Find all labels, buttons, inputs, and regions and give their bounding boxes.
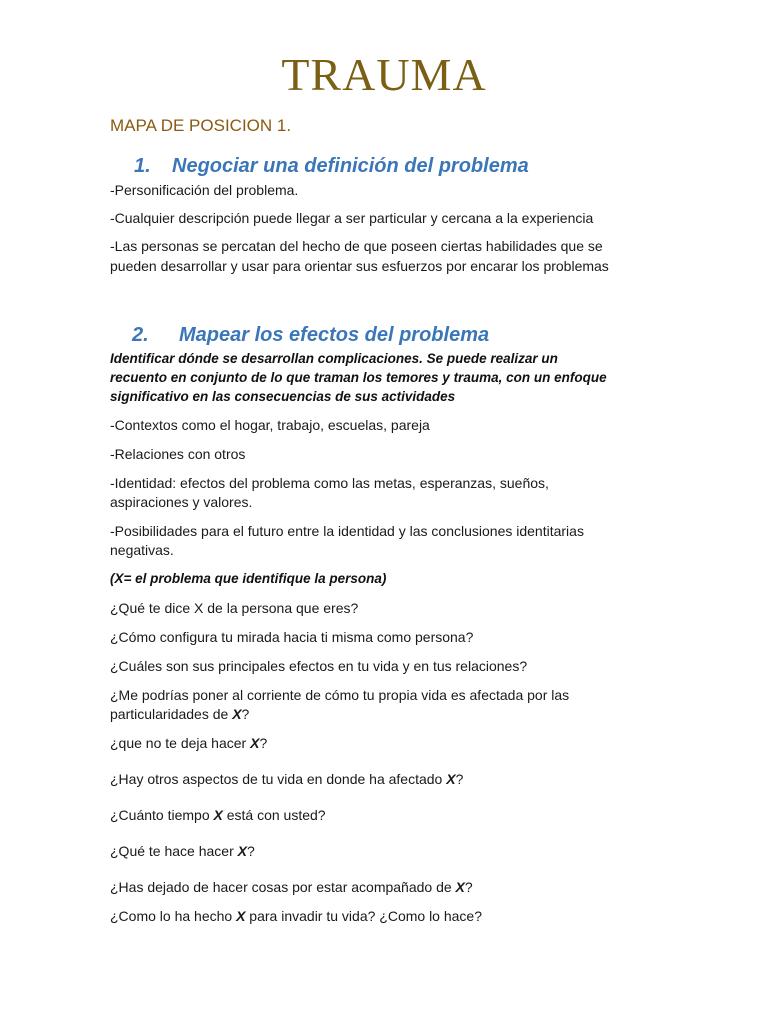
question: ¿Qué te dice X de la persona que eres?	[110, 600, 359, 616]
question: ¿Cuánto tiempo X está con usted?	[110, 807, 326, 823]
document-title: TRAUMA	[281, 49, 487, 100]
section-1-line: -Las personas se percatan del hecho de que poseen ciertas habilidades que se	[110, 238, 603, 254]
problem-note: (X= el problema que identifique la persona)	[110, 571, 387, 586]
section-2-item: -Contextos como el hogar, trabajo, escuelas, pareja	[110, 417, 430, 433]
section-2-intro-line: significativo en las consecuencias de sus actividades	[110, 389, 456, 404]
section-1-line: pueden desarrollar y usar para orientar sus esfuerzos por encarar los problemas	[110, 258, 609, 274]
section-2-item: -Posibilidades para el futuro entre la identidad y las conclusiones identitarias	[110, 523, 584, 539]
section-2-item: -Identidad: efectos del problema como las metas, esperanzas, sueños,	[110, 475, 549, 491]
section-1-heading	[134, 155, 529, 178]
question: ¿Me podrías poner al corriente de cómo tu propia vida es afectada por las	[110, 687, 570, 703]
question: ¿Cuáles son sus principales efectos en tu vida y en tus relaciones?	[110, 658, 528, 674]
section-2-item: -Relaciones con otros	[110, 446, 246, 462]
document-subtitle: MAPA DE POSICION 1.	[110, 116, 292, 135]
section-2-heading	[132, 324, 489, 347]
question: ¿Has dejado de hacer cosas por estar acompañado de X?	[110, 879, 473, 895]
section-2-item: negativas.	[110, 542, 174, 558]
section-1-line: -Cualquier descripción puede llegar a ser particular y cercana a la experiencia	[110, 210, 594, 226]
question: ¿Como lo ha hecho X para invadir tu vida? ¿Como lo hace?	[110, 908, 482, 924]
section-1-line: -Personificación del problema.	[110, 182, 299, 198]
section-1-title: Negociar una definición del problema	[172, 155, 529, 177]
question: ¿Cómo configura tu mirada hacia ti misma como persona?	[110, 629, 474, 645]
section-2-number: 2.	[132, 324, 149, 346]
section-2-intro-line: Identificar dónde se desarrollan complicaciones. Se puede realizar un	[110, 351, 558, 366]
question: ¿Qué te hace hacer X?	[110, 843, 255, 859]
section-2-intro-line: recuento en conjunto de lo que traman los temores y trauma, con un enfoque	[110, 370, 607, 385]
section-1-number: 1.	[134, 155, 151, 177]
section-2-item: aspiraciones y valores.	[110, 494, 253, 510]
question: ¿que no te deja hacer X?	[110, 735, 268, 751]
section-2-title: Mapear los efectos del problema	[179, 324, 490, 346]
question: particularidades de X?	[110, 706, 250, 722]
question: ¿Hay otros aspectos de tu vida en donde ha afectado X?	[110, 771, 464, 787]
